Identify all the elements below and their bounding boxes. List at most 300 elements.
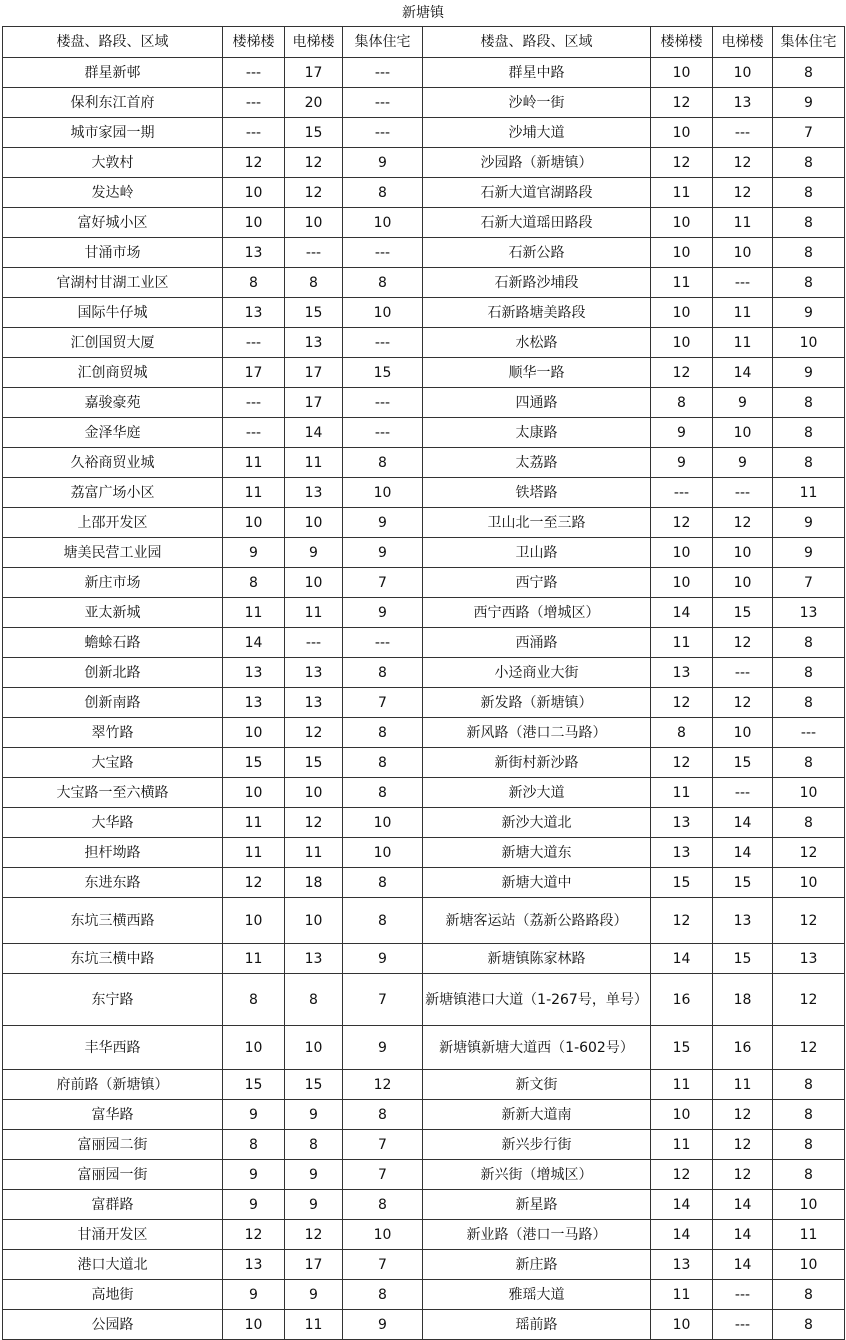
value-cell: 9 xyxy=(713,388,773,418)
value-cell: 10 xyxy=(651,568,713,598)
location-cell: 小迳商业大街 xyxy=(423,658,651,688)
table-row xyxy=(3,868,845,898)
value-cell: 9 xyxy=(285,1190,343,1220)
value-cell: 14 xyxy=(651,944,713,974)
value-cell: 12 xyxy=(651,898,713,944)
value-cell: 9 xyxy=(285,1160,343,1190)
value-cell: --- xyxy=(343,88,423,118)
value-cell: 10 xyxy=(343,298,423,328)
value-cell: 12 xyxy=(651,148,713,178)
location-cell: 沙埔大道 xyxy=(423,118,651,148)
value-cell: 8 xyxy=(285,268,343,298)
value-cell: 9 xyxy=(343,1026,423,1070)
location-cell: 水松路 xyxy=(423,328,651,358)
value-cell: 8 xyxy=(651,388,713,418)
table-row xyxy=(3,838,845,868)
value-cell: 8 xyxy=(343,1100,423,1130)
location-cell: 新兴街（增城区） xyxy=(423,1160,651,1190)
value-cell: 11 xyxy=(223,808,285,838)
value-cell: 9 xyxy=(773,88,845,118)
location-cell: 官湖村甘湖工业区 xyxy=(3,268,223,298)
value-cell: 17 xyxy=(285,1250,343,1280)
value-cell: 10 xyxy=(651,238,713,268)
value-cell: 14 xyxy=(713,808,773,838)
table-row xyxy=(3,568,845,598)
value-cell: --- xyxy=(285,238,343,268)
value-cell: 14 xyxy=(651,598,713,628)
value-cell: 11 xyxy=(285,1310,343,1340)
value-cell: 12 xyxy=(713,178,773,208)
value-cell: 14 xyxy=(713,1250,773,1280)
table-row xyxy=(3,1310,845,1340)
location-cell: 新塘大道东 xyxy=(423,838,651,868)
value-cell: 11 xyxy=(713,208,773,238)
value-cell: 8 xyxy=(223,268,285,298)
value-cell: 10 xyxy=(651,328,713,358)
value-cell: 15 xyxy=(285,748,343,778)
value-cell: 15 xyxy=(285,1070,343,1100)
value-cell: 8 xyxy=(773,1130,845,1160)
value-cell: --- xyxy=(713,1310,773,1340)
table-row xyxy=(3,1026,845,1070)
value-cell: 7 xyxy=(773,568,845,598)
value-cell: 11 xyxy=(223,838,285,868)
value-cell: 13 xyxy=(223,1250,285,1280)
value-cell: 9 xyxy=(343,1310,423,1340)
value-cell: 13 xyxy=(651,808,713,838)
value-cell: 11 xyxy=(713,1070,773,1100)
table-row xyxy=(3,238,845,268)
location-cell: 新沙大道北 xyxy=(423,808,651,838)
value-cell: 10 xyxy=(713,58,773,88)
value-cell: 12 xyxy=(713,688,773,718)
price-table xyxy=(2,26,845,1340)
value-cell: 7 xyxy=(343,1130,423,1160)
value-cell: 12 xyxy=(285,1220,343,1250)
location-cell: 新塘镇新塘大道西（1-602号） xyxy=(423,1026,651,1070)
location-cell: 富群路 xyxy=(3,1190,223,1220)
location-cell: 发达岭 xyxy=(3,178,223,208)
value-cell: 16 xyxy=(651,974,713,1026)
location-cell: 大华路 xyxy=(3,808,223,838)
value-cell: 10 xyxy=(285,568,343,598)
value-cell: 17 xyxy=(285,388,343,418)
value-cell: 8 xyxy=(343,178,423,208)
location-cell: 富丽园二街 xyxy=(3,1130,223,1160)
value-cell: 9 xyxy=(651,448,713,478)
location-cell: 东坑三横中路 xyxy=(3,944,223,974)
value-cell: --- xyxy=(343,418,423,448)
value-cell: 10 xyxy=(285,1026,343,1070)
value-cell: 8 xyxy=(773,748,845,778)
table-body xyxy=(3,58,845,1340)
value-cell: 11 xyxy=(223,944,285,974)
table-row xyxy=(3,748,845,778)
value-cell: 11 xyxy=(651,778,713,808)
value-cell: 8 xyxy=(773,688,845,718)
value-cell: 10 xyxy=(343,208,423,238)
value-cell: 10 xyxy=(773,1190,845,1220)
location-cell: 新发路（新塘镇） xyxy=(423,688,651,718)
value-cell: 9 xyxy=(285,538,343,568)
value-cell: 9 xyxy=(223,1100,285,1130)
table-row xyxy=(3,508,845,538)
value-cell: 12 xyxy=(651,748,713,778)
value-cell: 9 xyxy=(343,944,423,974)
location-cell: 群星中路 xyxy=(423,58,651,88)
value-cell: 8 xyxy=(773,1160,845,1190)
location-cell: 新沙大道 xyxy=(423,778,651,808)
location-cell: 顺华一路 xyxy=(423,358,651,388)
value-cell: 8 xyxy=(343,718,423,748)
value-cell: 13 xyxy=(223,658,285,688)
location-cell: 保利东江首府 xyxy=(3,88,223,118)
value-cell: 10 xyxy=(223,898,285,944)
value-cell: --- xyxy=(713,118,773,148)
value-cell: 13 xyxy=(713,898,773,944)
table-row xyxy=(3,358,845,388)
value-cell: 8 xyxy=(285,974,343,1026)
location-cell: 嘉骏豪苑 xyxy=(3,388,223,418)
value-cell: --- xyxy=(713,478,773,508)
value-cell: 8 xyxy=(343,1190,423,1220)
table-row xyxy=(3,88,845,118)
location-cell: 新塘大道中 xyxy=(423,868,651,898)
table-row xyxy=(3,178,845,208)
location-cell: 卫山北一至三路 xyxy=(423,508,651,538)
location-cell: 城市家园一期 xyxy=(3,118,223,148)
value-cell: 11 xyxy=(713,298,773,328)
table-row xyxy=(3,58,845,88)
table-title: 新塘镇 xyxy=(402,5,444,21)
value-cell: 14 xyxy=(713,838,773,868)
value-cell: 10 xyxy=(223,178,285,208)
location-cell: 瑶前路 xyxy=(423,1310,651,1340)
value-cell: 9 xyxy=(773,508,845,538)
value-cell: 10 xyxy=(223,778,285,808)
value-cell: 7 xyxy=(343,568,423,598)
value-cell: 8 xyxy=(773,1070,845,1100)
value-cell: 9 xyxy=(713,448,773,478)
location-cell: 金泽华庭 xyxy=(3,418,223,448)
table-row xyxy=(3,944,845,974)
value-cell: --- xyxy=(343,58,423,88)
location-cell: 铁塔路 xyxy=(423,478,651,508)
value-cell: 9 xyxy=(343,538,423,568)
value-cell: 10 xyxy=(343,808,423,838)
value-cell: --- xyxy=(713,778,773,808)
value-cell: 8 xyxy=(223,1130,285,1160)
value-cell: 12 xyxy=(651,1160,713,1190)
value-cell: 12 xyxy=(773,838,845,868)
value-cell: 15 xyxy=(223,748,285,778)
column-header: 楼梯楼 xyxy=(651,27,713,58)
column-header: 电梯楼 xyxy=(713,27,773,58)
value-cell: 11 xyxy=(285,598,343,628)
value-cell: 14 xyxy=(223,628,285,658)
value-cell: 16 xyxy=(713,1026,773,1070)
value-cell: 13 xyxy=(285,658,343,688)
value-cell: 10 xyxy=(773,328,845,358)
location-cell: 新庄路 xyxy=(423,1250,651,1280)
value-cell: 10 xyxy=(343,838,423,868)
table-row xyxy=(3,1100,845,1130)
value-cell: 12 xyxy=(223,1220,285,1250)
table-row xyxy=(3,448,845,478)
value-cell: 13 xyxy=(285,328,343,358)
location-cell: 创新北路 xyxy=(3,658,223,688)
location-cell: 塘美民营工业园 xyxy=(3,538,223,568)
value-cell: 8 xyxy=(773,808,845,838)
value-cell: 10 xyxy=(651,298,713,328)
location-cell: 担杆坳路 xyxy=(3,838,223,868)
value-cell: 8 xyxy=(343,448,423,478)
value-cell: 10 xyxy=(651,208,713,238)
value-cell: 9 xyxy=(343,508,423,538)
value-cell: 11 xyxy=(773,1220,845,1250)
location-cell: 太荔路 xyxy=(423,448,651,478)
value-cell: 7 xyxy=(343,974,423,1026)
value-cell: --- xyxy=(651,478,713,508)
value-cell: 12 xyxy=(773,1026,845,1070)
location-cell: 富华路 xyxy=(3,1100,223,1130)
table-row xyxy=(3,1280,845,1310)
table-row xyxy=(3,1070,845,1100)
value-cell: 9 xyxy=(223,1190,285,1220)
location-cell: 府前路（新塘镇） xyxy=(3,1070,223,1100)
value-cell: 12 xyxy=(713,1160,773,1190)
location-cell: 蟾蜍石路 xyxy=(3,628,223,658)
value-cell: 9 xyxy=(773,538,845,568)
value-cell: --- xyxy=(713,268,773,298)
table-row xyxy=(3,538,845,568)
value-cell: 8 xyxy=(343,898,423,944)
value-cell: 15 xyxy=(343,358,423,388)
value-cell: --- xyxy=(285,628,343,658)
value-cell: 8 xyxy=(343,658,423,688)
location-cell: 新文街 xyxy=(423,1070,651,1100)
value-cell: 13 xyxy=(285,944,343,974)
value-cell: --- xyxy=(343,118,423,148)
table-row xyxy=(3,974,845,1026)
value-cell: 12 xyxy=(651,688,713,718)
location-cell: 群星新邨 xyxy=(3,58,223,88)
value-cell: 10 xyxy=(285,208,343,238)
value-cell: 12 xyxy=(773,898,845,944)
value-cell: 13 xyxy=(651,1250,713,1280)
value-cell: 12 xyxy=(713,508,773,538)
value-cell: 15 xyxy=(651,868,713,898)
location-cell: 东坑三横西路 xyxy=(3,898,223,944)
value-cell: 8 xyxy=(343,778,423,808)
value-cell: 18 xyxy=(713,974,773,1026)
value-cell: 12 xyxy=(285,148,343,178)
column-header: 楼盘、路段、区域 xyxy=(423,27,651,58)
value-cell: 10 xyxy=(713,418,773,448)
value-cell: 8 xyxy=(651,718,713,748)
value-cell: 9 xyxy=(223,1160,285,1190)
location-cell: 甘涌开发区 xyxy=(3,1220,223,1250)
value-cell: 8 xyxy=(773,58,845,88)
location-cell: 石新大道瑶田路段 xyxy=(423,208,651,238)
location-cell: 新庄市场 xyxy=(3,568,223,598)
value-cell: 15 xyxy=(713,748,773,778)
location-cell: 大宝路 xyxy=(3,748,223,778)
value-cell: --- xyxy=(343,328,423,358)
value-cell: 13 xyxy=(773,944,845,974)
value-cell: 8 xyxy=(773,628,845,658)
location-cell: 新塘镇港口大道（1-267号，单号） xyxy=(423,974,651,1026)
value-cell: 10 xyxy=(773,778,845,808)
table-row xyxy=(3,1190,845,1220)
value-cell: 8 xyxy=(223,974,285,1026)
location-cell: 新风路（港口二马路） xyxy=(423,718,651,748)
table-row xyxy=(3,778,845,808)
value-cell: 10 xyxy=(773,1250,845,1280)
value-cell: 12 xyxy=(343,1070,423,1100)
value-cell: 7 xyxy=(343,1160,423,1190)
value-cell: 13 xyxy=(651,658,713,688)
table-row xyxy=(3,598,845,628)
value-cell: 8 xyxy=(773,238,845,268)
value-cell: 15 xyxy=(285,118,343,148)
value-cell: 15 xyxy=(651,1026,713,1070)
table-row xyxy=(3,268,845,298)
location-cell: 新塘客运站（荔新公路路段） xyxy=(423,898,651,944)
value-cell: 10 xyxy=(223,1310,285,1340)
location-cell: 沙岭一街 xyxy=(423,88,651,118)
value-cell: 8 xyxy=(773,178,845,208)
table-row xyxy=(3,148,845,178)
header-row xyxy=(3,27,845,58)
location-cell: 富好城小区 xyxy=(3,208,223,238)
value-cell: 8 xyxy=(773,268,845,298)
value-cell: 9 xyxy=(773,358,845,388)
value-cell: 15 xyxy=(713,944,773,974)
location-cell: 西宁西路（增城区） xyxy=(423,598,651,628)
value-cell: 12 xyxy=(713,1100,773,1130)
value-cell: --- xyxy=(343,628,423,658)
value-cell: --- xyxy=(713,658,773,688)
value-cell: 11 xyxy=(713,328,773,358)
value-cell: 12 xyxy=(285,178,343,208)
value-cell: 17 xyxy=(285,58,343,88)
location-cell: 翠竹路 xyxy=(3,718,223,748)
value-cell: 13 xyxy=(223,298,285,328)
value-cell: 8 xyxy=(773,1280,845,1310)
value-cell: 14 xyxy=(651,1220,713,1250)
value-cell: 10 xyxy=(651,538,713,568)
location-cell: 甘涌市场 xyxy=(3,238,223,268)
table-row xyxy=(3,328,845,358)
value-cell: 12 xyxy=(285,718,343,748)
value-cell: 12 xyxy=(713,1130,773,1160)
table-row xyxy=(3,898,845,944)
value-cell: --- xyxy=(223,328,285,358)
value-cell: 13 xyxy=(223,688,285,718)
location-cell: 新塘镇陈家林路 xyxy=(423,944,651,974)
location-cell: 西涌路 xyxy=(423,628,651,658)
value-cell: 10 xyxy=(651,58,713,88)
value-cell: 10 xyxy=(285,778,343,808)
value-cell: 10 xyxy=(773,868,845,898)
table-row xyxy=(3,688,845,718)
value-cell: 7 xyxy=(343,688,423,718)
location-cell: 石新公路 xyxy=(423,238,651,268)
value-cell: 9 xyxy=(285,1280,343,1310)
value-cell: 9 xyxy=(285,1100,343,1130)
value-cell: 10 xyxy=(651,1310,713,1340)
location-cell: 四通路 xyxy=(423,388,651,418)
value-cell: 11 xyxy=(223,478,285,508)
location-cell: 新星路 xyxy=(423,1190,651,1220)
table-row xyxy=(3,1130,845,1160)
value-cell: 10 xyxy=(285,898,343,944)
table-row xyxy=(3,1250,845,1280)
location-cell: 雅瑶大道 xyxy=(423,1280,651,1310)
value-cell: 9 xyxy=(223,538,285,568)
value-cell: 10 xyxy=(285,508,343,538)
value-cell: 9 xyxy=(651,418,713,448)
value-cell: 8 xyxy=(773,208,845,238)
location-cell: 汇创国贸大厦 xyxy=(3,328,223,358)
table-row xyxy=(3,298,845,328)
value-cell: 14 xyxy=(713,1220,773,1250)
location-cell: 大敦村 xyxy=(3,148,223,178)
value-cell: 20 xyxy=(285,88,343,118)
column-header: 楼盘、路段、区域 xyxy=(3,27,223,58)
table-row xyxy=(3,208,845,238)
location-cell: 西宁路 xyxy=(423,568,651,598)
location-cell: 石新大道官湖路段 xyxy=(423,178,651,208)
value-cell: 8 xyxy=(773,148,845,178)
value-cell: 11 xyxy=(651,1070,713,1100)
value-cell: 11 xyxy=(651,1130,713,1160)
value-cell: --- xyxy=(343,388,423,418)
value-cell: 12 xyxy=(651,358,713,388)
location-cell: 高地街 xyxy=(3,1280,223,1310)
location-cell: 新街村新沙路 xyxy=(423,748,651,778)
value-cell: 14 xyxy=(713,358,773,388)
value-cell: 10 xyxy=(651,118,713,148)
value-cell: 15 xyxy=(223,1070,285,1100)
location-cell: 丰华西路 xyxy=(3,1026,223,1070)
value-cell: 11 xyxy=(651,1280,713,1310)
table-row xyxy=(3,718,845,748)
value-cell: --- xyxy=(343,238,423,268)
location-cell: 上邵开发区 xyxy=(3,508,223,538)
table-row xyxy=(3,628,845,658)
value-cell: 10 xyxy=(713,538,773,568)
column-header: 集体住宅 xyxy=(773,27,845,58)
value-cell: 10 xyxy=(223,208,285,238)
location-cell: 石新路沙埔段 xyxy=(423,268,651,298)
value-cell: 7 xyxy=(343,1250,423,1280)
value-cell: --- xyxy=(773,718,845,748)
value-cell: 12 xyxy=(713,628,773,658)
value-cell: 11 xyxy=(651,628,713,658)
location-cell: 太康路 xyxy=(423,418,651,448)
value-cell: 8 xyxy=(773,388,845,418)
value-cell: 11 xyxy=(285,838,343,868)
value-cell: 15 xyxy=(713,868,773,898)
value-cell: 10 xyxy=(343,478,423,508)
value-cell: 8 xyxy=(343,268,423,298)
value-cell: 11 xyxy=(773,478,845,508)
column-header: 电梯楼 xyxy=(285,27,343,58)
table-row xyxy=(3,658,845,688)
value-cell: 13 xyxy=(285,688,343,718)
